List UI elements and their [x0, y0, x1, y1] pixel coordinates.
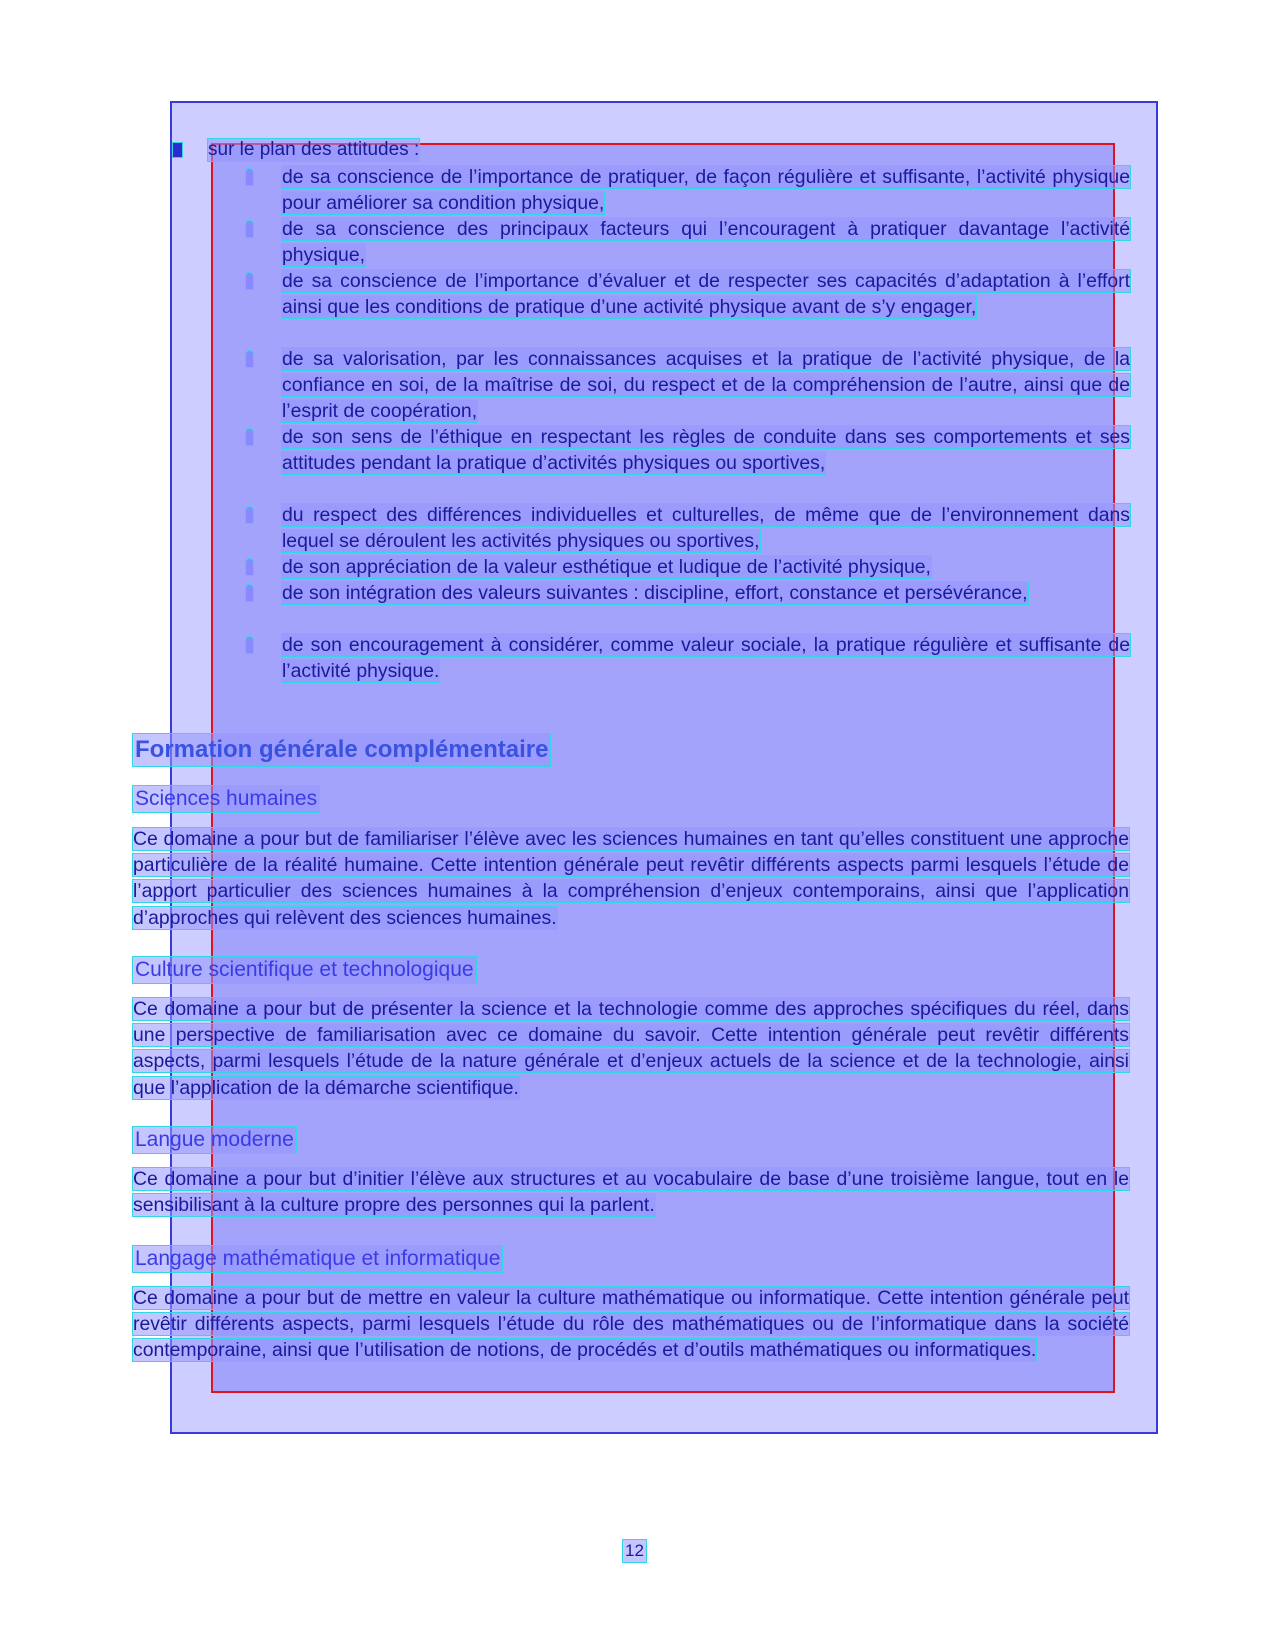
- sub-bullet-icon: [245, 168, 254, 186]
- subsection-paragraph: Ce domaine a pour but de présenter la science et la technologie comme des approches spécifiques du réel, dans une perspective de familiarisation avec ce domaine du savoir. Cette intention générale peut revêtir différents aspects, parmi lesquels l’étude de la nature générale et d’enjeux actuels de la science et de la technologie, ainsi que l’application de la démarche scientifique.: [133, 998, 1129, 1099]
- sub-bullet-icon: [245, 584, 254, 602]
- subsection-heading: Culture scientifique et technologique: [135, 958, 474, 981]
- section-title: Formation générale complémentaire: [133, 734, 550, 766]
- attitude-item: de son appréciation de la valeur esthétique et ludique de l’activité physique,: [282, 554, 1130, 580]
- attitude-item: de son sens de l’éthique en respectant les règles de conduite dans ses comportements et ses attitudes pendant la pratique d’activités physiques ou sportives,: [282, 424, 1130, 476]
- attitude-item: de son intégration des valeurs suivantes : discipline, effort, constance et persévérance,: [282, 580, 1130, 606]
- attitude-item: de sa valorisation, par les connaissances acquises et la pratique de l’activité physique, de la confiance en soi, de la maîtrise de soi, du respect et de la compréhension de l’autre, ainsi que de l’esprit de coopération,: [282, 346, 1130, 425]
- sub-bullet-icon: [245, 636, 254, 654]
- attitude-item: de sa conscience de l’importance d’évaluer et de respecter ses capacités d’adaptation à l’effort ainsi que les conditions de pratique d’une activité physique avant de s’y engager,: [282, 268, 1130, 320]
- sub-bullet-icon: [245, 428, 254, 446]
- bullet-icon: [172, 142, 183, 158]
- sub-bullet-icon: [245, 272, 254, 290]
- subsection-paragraph: Ce domaine a pour but d’initier l’élève aux structures et au vocabulaire de base d’une troisième langue, tout en le sensibilisant à la culture propre des personnes qui la parlent.: [133, 1168, 1129, 1217]
- attitude-item: de sa conscience des principaux facteurs qui l’encouragent à pratiquer davantage l’activité physique,: [282, 216, 1130, 268]
- sub-bullet-icon: [245, 506, 254, 524]
- attitudes-lead: sur le plan des attitudes :: [208, 139, 420, 160]
- sub-bullet-icon: [245, 558, 254, 576]
- sub-bullet-icon: [245, 350, 254, 368]
- subsection-paragraph: Ce domaine a pour but de mettre en valeur la culture mathématique ou informatique. Cette intention générale peut revêtir différents aspects, parmi lesquels l’étude du rôle des mathématiques ou de l’informatique dans la société contemporaine, ainsi que l’utilisation de notions, de procédés et d’outils mathématiques ou informatiques.: [133, 1287, 1129, 1362]
- attitude-item: de sa conscience de l’importance de pratiquer, de façon régulière et suffisante, l’activité physique pour améliorer sa condition physique,: [282, 164, 1130, 216]
- attitude-item: de son encouragement à considérer, comme valeur sociale, la pratique régulière et suffisante de l’activité physique.: [282, 632, 1130, 684]
- subsection-paragraph: Ce domaine a pour but de familiariser l’élève avec les sciences humaines en tant qu’elles constituent une approche particulière de la réalité humaine. Cette intention générale peut revêtir différents aspects parmi lesquels l’étude de l’apport particulier des sciences humaines à la compréhension d’enjeux contemporains, ainsi que l’application d’approches qui relèvent des sciences humaines.: [133, 828, 1129, 929]
- subsection-heading: Langage mathématique et informatique: [135, 1247, 501, 1270]
- subsection-heading: Langue moderne: [135, 1128, 294, 1151]
- sub-bullet-icon: [245, 220, 254, 238]
- subsection-heading: Sciences humaines: [135, 787, 318, 810]
- page-number: 12: [625, 1541, 644, 1560]
- attitude-item: du respect des différences individuelles et culturelles, de même que de l’environnement dans lequel se déroulent les activités physiques ou sportives,: [282, 502, 1130, 554]
